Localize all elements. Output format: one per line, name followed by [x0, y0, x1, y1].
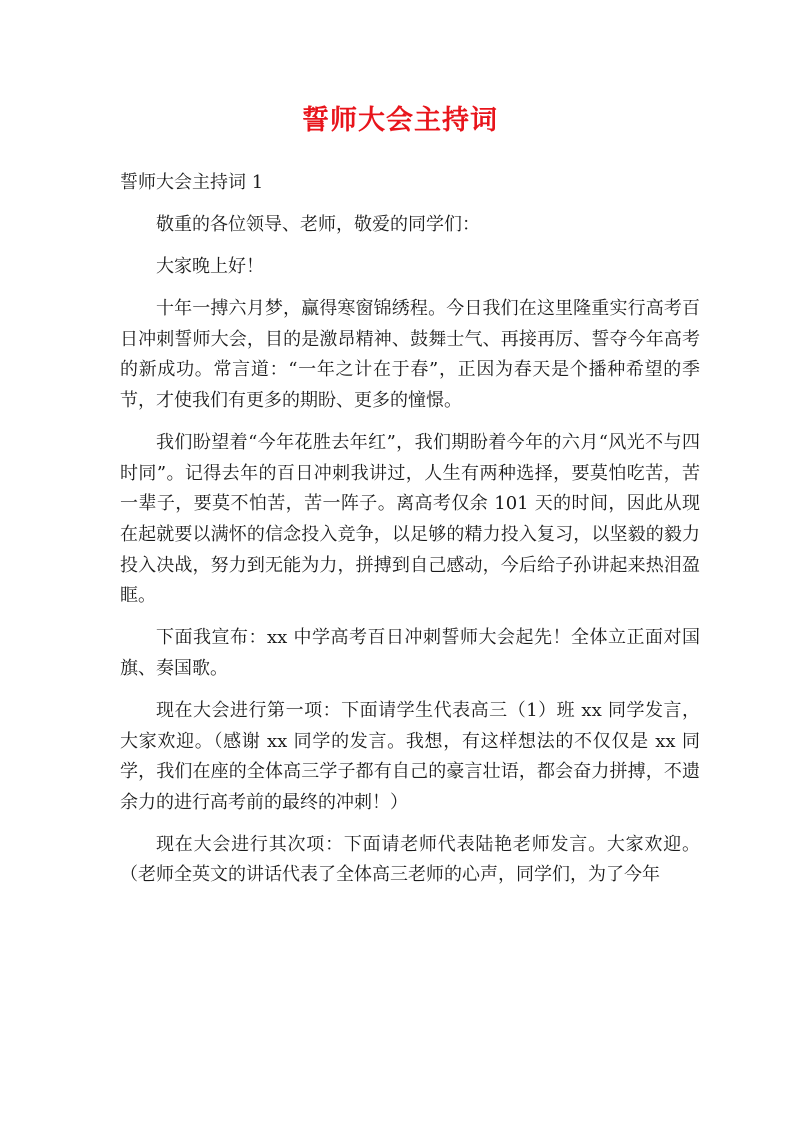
paragraph-intro: 十年一搏六月梦，赢得寒窗锦绣程。今日我们在这里隆重实行高考百日冲刺誓师大会，目的是激昂精神、鼓舞士气、再接再厉、誓夺今年高考的新成功。常言道：“一年之计在于春”，正因为春天是个播种希望的季节，才使我们有更多的期盼、更多的憧憬。	[120, 298, 700, 412]
document-subtitle: 誓师大会主持词 1	[120, 172, 264, 193]
document-body	[120, 168, 700, 902]
paragraph-item-one: 现在大会进行第一项：下面请学生代表高三（1）班 xx 同学发言，大家欢迎。（感谢 xx 同学的发言。我想，有这样想法的不仅仅是 xx 同学，我们在座的全体高三学子都有自己的豪言壮语，都会奋力拼搏，不遗余力的进行高考前的最终的冲刺！）	[120, 699, 700, 813]
paragraph-announce: 下面我宣布：xx 中学高考百日冲刺誓师大会起先！全体立正面对国旗、奏国歌。	[120, 627, 700, 679]
paragraph-greeting: 敬重的各位领导、老师，敬爱的同学们：	[156, 214, 480, 236]
paragraph-hopes: 我们盼望着“今年花胜去年红”，我们期盼着今年的六月“风光不与四时同”。记得去年的百日冲刺我讲过，人生有两种选择，要莫怕吃苦，苦一辈子，要莫不怕苦，苦一阵子。离高考仅余 101 天的时间，因此从现在起就要以满怀的信念投入竞争，以足够的精力投入复习，以坚毅的毅力投入决战，努力到无能为力，拼搏到自己感动，今后给子孙讲起来热泪盈眶。	[120, 432, 700, 607]
paragraph-evening: 大家晚上好！	[156, 256, 264, 278]
paragraph-item-two: 现在大会进行其次项：下面请老师代表陆艳老师发言。大家欢迎。（老师全英文的讲话代表了全体高三老师的心声，同学们，为了今年	[120, 833, 700, 886]
document-title: 誓师大会主持词	[302, 105, 498, 136]
